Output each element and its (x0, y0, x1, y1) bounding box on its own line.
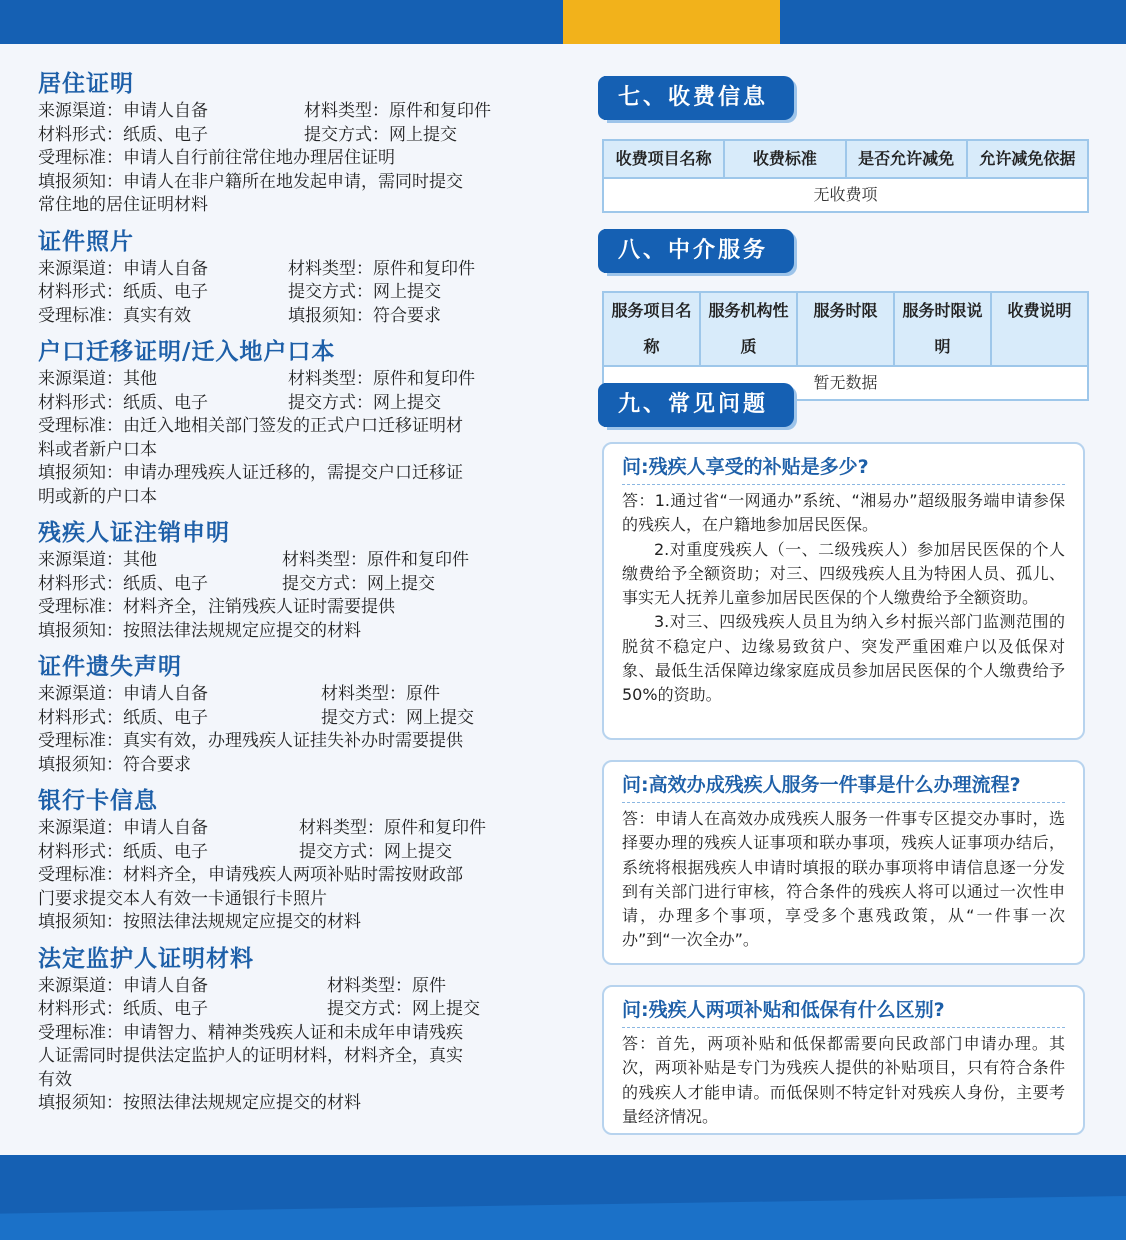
material-section (38, 653, 558, 777)
fee-table (602, 139, 1089, 213)
info-row (38, 392, 558, 416)
info-row (38, 368, 558, 392)
fee-table-header (604, 141, 1087, 179)
info-line: 填报须知：按照法律法规规定应提交的材料 (38, 912, 361, 932)
section-title: 证件遗失声明 (38, 654, 182, 680)
info-field: 来源渠道：申请人自备 (38, 818, 208, 838)
info-field: 材料形式：纸质、电子 (38, 573, 208, 594)
info-row (38, 100, 558, 124)
agency-col-header: 服务项目名称 (604, 293, 701, 365)
agency-section-title: 八、中介服务 (604, 229, 794, 273)
info-field: 材料形式：纸质、电子 (38, 124, 208, 145)
info-field: 提交方式：网上提交 (282, 573, 435, 594)
section-title: 银行卡信息 (38, 788, 158, 814)
material-section (38, 945, 558, 1116)
info-row (38, 683, 558, 707)
fee-col-header: 收费项目名称 (604, 141, 725, 177)
faq-card (602, 760, 1085, 965)
info-field: 材料类型：原件和复印件 (288, 258, 475, 279)
faq-answer (622, 807, 1065, 953)
info-line: 受理标准：材料齐全，注销残疾人证时需要提供 (38, 597, 395, 617)
info-field: 材料类型：原件和复印件 (288, 369, 475, 389)
faq-answer-paragraph: 2.对重度残疾人（一、二级残疾人）参加居民医保的个人缴费给予全额资助；对三、四级残疾人且为特困人员、孤儿、事实无人抚养儿童参加居民医保的个人缴费给予全额资助。 (622, 539, 1065, 608)
material-section (38, 787, 558, 935)
info-field: 来源渠道：申请人自备 (38, 101, 208, 121)
info-field: 材料类型：原件 (321, 684, 440, 704)
top-banner-accent (563, 0, 780, 44)
info-field: 提交方式：网上提交 (288, 282, 441, 302)
info-line: 料或者新户口本 (38, 439, 157, 460)
material-section (38, 228, 558, 329)
agency-col-header: 服务时限说明 (895, 293, 992, 365)
fee-col-header: 允许减免依据 (979, 149, 1076, 168)
info-line: 填报须知：申请办理残疾人证迁移的，需提交户口迁移证 (38, 463, 463, 483)
info-field: 提交方式：网上提交 (321, 707, 474, 728)
info-line: 受理标准：真实有效，办理残疾人证挂失补办时需要提供 (38, 731, 463, 751)
material-section (38, 70, 558, 218)
info-field: 提交方式：网上提交 (299, 841, 452, 862)
faq-card (602, 442, 1085, 740)
info-line: 填报须知：按照法律法规规定应提交的材料 (38, 1093, 361, 1113)
info-field: 材料类型：原件 (327, 975, 446, 996)
section-title: 证件照片 (38, 228, 134, 255)
info-row (38, 998, 558, 1022)
info-field: 材料形式：纸质、电子 (38, 841, 208, 862)
info-row (38, 281, 558, 305)
info-line: 门要求提交本人有效一卡通银行卡照片 (38, 888, 327, 909)
agency-col-header: 服务机构性质 (701, 293, 798, 365)
agency-table-header (604, 293, 1087, 367)
faq-answer-paragraph: 答：首先，两项补贴和低保都需要向民政部门申请办理。其次，两项补贴是专门为残疾人提供的补贴项目，只有符合条件的残疾人才能申请。而低保则不特定针对残疾人身份，主要考量经济情况。 (622, 1034, 1065, 1126)
agency-empty-text: 暂无数据 (813, 373, 878, 392)
info-field: 材料形式：纸质、电子 (38, 282, 208, 302)
info-line: 有效 (38, 1069, 72, 1090)
fee-col-header: 收费标准 (725, 141, 846, 177)
faq-answer-paragraph: 答：申请人在高效办成残疾人服务一件事专区提交办事时，选择要办理的残疾人证事项和联办事项，残疾人证事项办结后，系统将根据残疾人申请时填报的联办事项将申请信息逐一分发到有关部门进行审核，符合条件的残疾人将可以通过一次性申请，办理多个事项，享受多个惠残政策，从“一件事一次办”到“一次全办”。 (622, 809, 1065, 950)
info-field: 受理标准：真实有效 (38, 305, 191, 326)
material-section (38, 338, 558, 509)
info-row (38, 707, 558, 731)
info-row (38, 975, 558, 999)
info-line: 人证需同时提供法定监护人的证明材料，材料齐全，真实 (38, 1046, 463, 1066)
info-field: 材料形式：纸质、电子 (38, 707, 208, 728)
faq-question: 问:残疾人两项补贴和低保有什么区别? (622, 995, 1065, 1028)
materials-column (38, 70, 558, 1126)
info-line: 受理标准：材料齐全，申请残疾人两项补贴时需按财政部 (38, 865, 463, 885)
faq-answer-paragraph: 答：1.通过省“一网通办”系统、“湘易办”超级服务端申请参保的残疾人，在户籍地参加居民医保。 (622, 491, 1065, 535)
info-line: 填报须知：按照法律法规规定应提交的材料 (38, 620, 361, 641)
info-field: 材料类型：原件和复印件 (299, 818, 486, 838)
faq-question: 问:残疾人享受的补贴是多少? (622, 452, 1065, 485)
info-field: 填报须知：符合要求 (288, 305, 441, 326)
info-line: 明或新的户口本 (38, 486, 157, 507)
faq-answer (622, 489, 1065, 708)
info-field: 提交方式：网上提交 (327, 999, 480, 1019)
section-title: 居住证明 (38, 71, 134, 97)
info-row (38, 573, 558, 597)
info-line: 填报须知：符合要求 (38, 754, 191, 775)
info-row (38, 258, 558, 282)
info-line: 受理标准：申请人自行前往常住地办理居住证明 (38, 148, 395, 168)
faq-answer (622, 1032, 1065, 1129)
agency-col-header: 服务时限 (798, 293, 895, 365)
info-row (38, 305, 558, 329)
info-row (38, 817, 558, 841)
info-field: 来源渠道：其他 (38, 369, 157, 389)
agency-col-header: 收费说明 (1007, 301, 1072, 320)
info-field: 提交方式：网上提交 (304, 124, 457, 145)
fee-col-header: 是否允许减免 (847, 141, 968, 177)
fee-section-title: 七、收费信息 (604, 76, 794, 120)
faq-section-title: 九、常见问题 (604, 383, 794, 427)
material-section (38, 519, 558, 643)
info-field: 材料类型：原件和复印件 (304, 101, 491, 121)
info-row (38, 841, 558, 865)
section-title: 法定监护人证明材料 (38, 945, 254, 972)
info-field: 来源渠道：其他 (38, 550, 157, 570)
section-title: 残疾人证注销申明 (38, 520, 230, 546)
info-field: 来源渠道：申请人自备 (38, 258, 208, 279)
faq-answer-paragraph: 3.对三、四级残疾人员且为纳入乡村振兴部门监测范围的脱贫不稳定户、边缘易致贫户、突发严重困难户以及低保对象、最低生活保障边缘家庭成员参加居民医保的个人缴费给予50%的资助。 (622, 612, 1065, 705)
info-line: 常住地的居住证明材料 (38, 195, 208, 215)
info-row (38, 549, 558, 573)
info-field: 来源渠道：申请人自备 (38, 684, 208, 704)
section-title: 户口迁移证明/迁入地户口本 (38, 339, 336, 365)
info-field: 材料形式：纸质、电子 (38, 392, 208, 413)
info-field: 材料类型：原件和复印件 (282, 550, 469, 570)
info-line: 受理标准：申请智力、精神类残疾人证和未成年申请残疾 (38, 1022, 463, 1043)
info-line: 填报须知：申请人在非户籍所在地发起申请，需同时提交 (38, 171, 463, 192)
info-field: 材料形式：纸质、电子 (38, 999, 208, 1019)
info-field: 提交方式：网上提交 (288, 392, 441, 413)
faq-card (602, 985, 1085, 1135)
faq-question: 问:高效办成残疾人服务一件事是什么办理流程? (622, 770, 1065, 803)
info-line: 受理标准：由迁入地相关部门签发的正式户口迁移证明材 (38, 416, 463, 436)
info-row (38, 124, 558, 148)
fee-empty-text: 无收费项 (813, 185, 878, 204)
info-field: 来源渠道：申请人自备 (38, 975, 208, 996)
